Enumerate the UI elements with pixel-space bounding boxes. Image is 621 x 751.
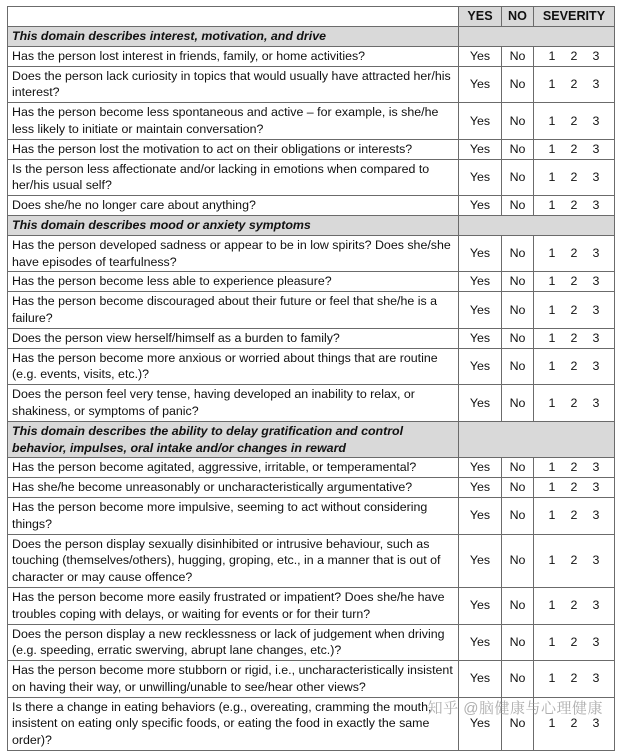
no-option[interactable]: No — [502, 292, 534, 329]
question-row — [8, 497, 615, 534]
severity-option-3[interactable]: 3 — [592, 113, 600, 128]
question-row — [8, 292, 615, 329]
severity-option-2[interactable]: 2 — [570, 113, 578, 128]
severity-option-1[interactable]: 1 — [548, 302, 556, 317]
severity-option-3[interactable]: 3 — [592, 141, 600, 156]
severity-options — [536, 459, 612, 476]
yes-option[interactable]: Yes — [459, 458, 502, 478]
severity-option-2[interactable]: 2 — [570, 553, 578, 568]
severity-cell — [534, 478, 615, 498]
severity-option-3[interactable]: 3 — [592, 274, 600, 289]
severity-option-1[interactable]: 1 — [548, 358, 556, 373]
question-row — [8, 478, 615, 498]
severity-option-3[interactable]: 3 — [592, 198, 600, 213]
severity-option-2[interactable]: 2 — [570, 671, 578, 686]
question-row — [8, 587, 615, 624]
severity-option-2[interactable]: 2 — [570, 274, 578, 289]
severity-option-2[interactable]: 2 — [570, 358, 578, 373]
severity-cell — [534, 139, 615, 159]
question-text: Has the person lost the motivation to act on their obligations or interests? — [8, 139, 459, 159]
severity-option-3[interactable]: 3 — [592, 169, 600, 184]
section-title: This domain describes the ability to delay gratification and control behavior, impulses, oral intake and/or changes in reward — [8, 421, 459, 458]
severity-cell — [534, 697, 615, 750]
severity-option-2[interactable]: 2 — [570, 246, 578, 261]
yes-option[interactable]: Yes — [459, 534, 502, 587]
yes-option[interactable]: Yes — [459, 385, 502, 422]
severity-option-1[interactable]: 1 — [548, 198, 556, 213]
severity-option-2[interactable]: 2 — [570, 169, 578, 184]
severity-option-2[interactable]: 2 — [570, 395, 578, 410]
severity-option-1[interactable]: 1 — [548, 330, 556, 345]
severity-option-3[interactable]: 3 — [592, 598, 600, 613]
yes-option[interactable]: Yes — [459, 697, 502, 750]
question-row — [8, 103, 615, 140]
severity-options — [536, 273, 612, 290]
severity-option-3[interactable]: 3 — [592, 671, 600, 686]
section-header — [8, 27, 615, 47]
question-row — [8, 697, 615, 750]
severity-cell — [534, 497, 615, 534]
severity-option-1[interactable]: 1 — [548, 460, 556, 475]
no-option[interactable]: No — [502, 159, 534, 196]
severity-cell — [534, 624, 615, 661]
severity-option-1[interactable]: 1 — [548, 169, 556, 184]
severity-option-2[interactable]: 2 — [570, 198, 578, 213]
question-text: Is the person less affectionate and/or lacking in emotions when compared to her/his usual self? — [8, 159, 459, 196]
severity-cell — [534, 103, 615, 140]
severity-options — [536, 670, 612, 687]
severity-option-3[interactable]: 3 — [592, 302, 600, 317]
no-option[interactable]: No — [502, 328, 534, 348]
question-text: Has the person lost interest in friends, family, or home activities? — [8, 46, 459, 66]
severity-option-3[interactable]: 3 — [592, 508, 600, 523]
severity-option-3[interactable]: 3 — [592, 480, 600, 495]
question-text: Has the person become more easily frustrated or impatient? Does she/he have troubles coping with delays, or waiting for events or for their turn? — [8, 587, 459, 624]
severity-cell — [534, 235, 615, 272]
yes-option[interactable]: Yes — [459, 587, 502, 624]
section-filler — [459, 27, 615, 47]
question-text: Does the person lack curiosity in topics that would usually have attracted her/his interest? — [8, 66, 459, 103]
severity-option-1[interactable]: 1 — [548, 113, 556, 128]
question-row — [8, 66, 615, 103]
severity-option-3[interactable]: 3 — [592, 76, 600, 91]
severity-options — [536, 113, 612, 130]
questionnaire-table — [7, 6, 615, 751]
severity-cell — [534, 661, 615, 698]
question-row — [8, 534, 615, 587]
section-title: This domain describes mood or anxiety symptoms — [8, 215, 459, 235]
no-option[interactable]: No — [502, 587, 534, 624]
no-option[interactable]: No — [502, 66, 534, 103]
severity-cell — [534, 196, 615, 216]
header-no: NO — [502, 7, 534, 27]
yes-option[interactable]: Yes — [459, 196, 502, 216]
severity-option-3[interactable]: 3 — [592, 358, 600, 373]
questionnaire-body — [8, 27, 615, 751]
section-filler — [459, 215, 615, 235]
section-header — [8, 421, 615, 458]
severity-options — [536, 552, 612, 569]
question-row — [8, 46, 615, 66]
yes-option[interactable]: Yes — [459, 139, 502, 159]
question-text: Has the person become less able to experience pleasure? — [8, 272, 459, 292]
no-option[interactable]: No — [502, 272, 534, 292]
question-text: Does the person display sexually disinhibited or intrusive behaviour, such as touching (themselves/others), hugging, groping, etc., in a manner that is out of character or may cause offence? — [8, 534, 459, 587]
yes-option[interactable]: Yes — [459, 66, 502, 103]
question-row — [8, 272, 615, 292]
severity-option-1[interactable]: 1 — [548, 508, 556, 523]
severity-options — [536, 479, 612, 496]
question-text: Does the person view herself/himself as a burden to family? — [8, 328, 459, 348]
yes-option[interactable]: Yes — [459, 661, 502, 698]
question-row — [8, 624, 615, 661]
question-text: Has the person become discouraged about their future or feel that she/he is a failure? — [8, 292, 459, 329]
no-option[interactable]: No — [502, 348, 534, 385]
severity-cell — [534, 534, 615, 587]
severity-options — [536, 302, 612, 319]
yes-option[interactable]: Yes — [459, 103, 502, 140]
section-filler — [459, 421, 615, 458]
severity-options — [536, 597, 612, 614]
yes-option[interactable]: Yes — [459, 46, 502, 66]
question-row — [8, 661, 615, 698]
severity-option-3[interactable]: 3 — [592, 48, 600, 63]
severity-cell — [534, 46, 615, 66]
severity-option-3[interactable]: 3 — [592, 716, 600, 731]
severity-cell — [534, 587, 615, 624]
severity-option-2[interactable]: 2 — [570, 330, 578, 345]
question-text: Has she/he become unreasonably or uncharacteristically argumentative? — [8, 478, 459, 498]
severity-option-1[interactable]: 1 — [548, 76, 556, 91]
question-text: Has the person become more stubborn or rigid, i.e., uncharacteristically insistent on having their way, or unwilling/unable to see/hear other views? — [8, 661, 459, 698]
watermark: 知乎 @脑健康与心理健康 — [427, 700, 603, 717]
header-row — [8, 7, 615, 27]
severity-option-2[interactable]: 2 — [570, 508, 578, 523]
severity-option-3[interactable]: 3 — [592, 553, 600, 568]
severity-options — [536, 634, 612, 651]
yes-option[interactable]: Yes — [459, 348, 502, 385]
question-row — [8, 328, 615, 348]
severity-options — [536, 169, 612, 186]
question-text: Has the person become more anxious or worried about things that are routine (e.g. events, visits, etc.)? — [8, 348, 459, 385]
severity-cell — [534, 159, 615, 196]
no-option[interactable]: No — [502, 103, 534, 140]
no-option[interactable]: No — [502, 697, 534, 750]
severity-option-2[interactable]: 2 — [570, 76, 578, 91]
header-question — [8, 7, 459, 27]
section-header — [8, 215, 615, 235]
severity-option-3[interactable]: 3 — [592, 634, 600, 649]
severity-options — [536, 141, 612, 158]
question-row — [8, 385, 615, 422]
question-text: Has the person become less spontaneous and active – for example, is she/he less likely to initiate or maintain conversation? — [8, 103, 459, 140]
no-option[interactable]: No — [502, 497, 534, 534]
question-row — [8, 159, 615, 196]
no-option[interactable]: No — [502, 46, 534, 66]
question-row — [8, 235, 615, 272]
severity-option-1[interactable]: 1 — [548, 553, 556, 568]
severity-option-2[interactable]: 2 — [570, 634, 578, 649]
no-option[interactable]: No — [502, 235, 534, 272]
question-text: Has the person become agitated, aggressive, irritable, or temperamental? — [8, 458, 459, 478]
severity-cell — [534, 272, 615, 292]
yes-option[interactable]: Yes — [459, 328, 502, 348]
yes-option[interactable]: Yes — [459, 497, 502, 534]
severity-options — [536, 395, 612, 412]
severity-option-1[interactable]: 1 — [548, 395, 556, 410]
yes-option[interactable]: Yes — [459, 159, 502, 196]
header-yes: YES — [459, 7, 502, 27]
question-text: Does the person feel very tense, having developed an inability to relax, or shakiness, or symptoms of panic? — [8, 385, 459, 422]
yes-option[interactable]: Yes — [459, 624, 502, 661]
severity-options — [536, 715, 612, 732]
question-text: Does she/he no longer care about anything? — [8, 196, 459, 216]
severity-option-2[interactable]: 2 — [570, 48, 578, 63]
severity-options — [536, 197, 612, 214]
no-option[interactable]: No — [502, 534, 534, 587]
question-row — [8, 196, 615, 216]
severity-options — [536, 358, 612, 375]
no-option[interactable]: No — [502, 385, 534, 422]
question-row — [8, 458, 615, 478]
severity-option-3[interactable]: 3 — [592, 460, 600, 475]
severity-cell — [534, 66, 615, 103]
section-title: This domain describes interest, motivation, and drive — [8, 27, 459, 47]
severity-option-2[interactable]: 2 — [570, 460, 578, 475]
question-row — [8, 139, 615, 159]
severity-option-2[interactable]: 2 — [570, 480, 578, 495]
severity-cell — [534, 292, 615, 329]
no-option[interactable]: No — [502, 458, 534, 478]
severity-option-2[interactable]: 2 — [570, 141, 578, 156]
severity-options — [536, 76, 612, 93]
severity-option-2[interactable]: 2 — [570, 302, 578, 317]
severity-option-1[interactable]: 1 — [548, 48, 556, 63]
severity-option-1[interactable]: 1 — [548, 480, 556, 495]
severity-options — [536, 507, 612, 524]
no-option[interactable]: No — [502, 478, 534, 498]
severity-option-1[interactable]: 1 — [548, 141, 556, 156]
severity-options — [536, 245, 612, 262]
no-option[interactable]: No — [502, 139, 534, 159]
yes-option[interactable]: Yes — [459, 272, 502, 292]
severity-option-2[interactable]: 2 — [570, 598, 578, 613]
no-option[interactable]: No — [502, 661, 534, 698]
severity-cell — [534, 458, 615, 478]
question-text: Is there a change in eating behaviors (e.g., overeating, cramming the mouth, insistent on eating only specific foods, or eating the food in exactly the same order)? — [8, 697, 459, 750]
severity-option-1[interactable]: 1 — [548, 246, 556, 261]
question-row — [8, 348, 615, 385]
severity-option-1[interactable]: 1 — [548, 671, 556, 686]
severity-option-3[interactable]: 3 — [592, 395, 600, 410]
severity-option-1[interactable]: 1 — [548, 598, 556, 613]
header-severity: SEVERITY — [534, 7, 615, 27]
questionnaire-sheet — [7, 6, 614, 751]
severity-options — [536, 48, 612, 65]
severity-cell — [534, 328, 615, 348]
question-text: Has the person developed sadness or appear to be in low spirits? Does she/she have episodes of tearfulness? — [8, 235, 459, 272]
no-option[interactable]: No — [502, 196, 534, 216]
severity-option-1[interactable]: 1 — [548, 716, 556, 731]
severity-options — [536, 330, 612, 347]
severity-option-3[interactable]: 3 — [592, 330, 600, 345]
yes-option[interactable]: Yes — [459, 292, 502, 329]
question-text: Does the person display a new recklessness or lack of judgement when driving (e.g. speeding, erratic swerving, abrupt lane changes, etc.)? — [8, 624, 459, 661]
severity-cell — [534, 385, 615, 422]
severity-option-2[interactable]: 2 — [570, 716, 578, 731]
yes-option[interactable]: Yes — [459, 235, 502, 272]
severity-cell — [534, 348, 615, 385]
severity-option-3[interactable]: 3 — [592, 246, 600, 261]
severity-option-1[interactable]: 1 — [548, 274, 556, 289]
question-text: Has the person become more impulsive, seeming to act without considering things? — [8, 497, 459, 534]
severity-option-1[interactable]: 1 — [548, 634, 556, 649]
no-option[interactable]: No — [502, 624, 534, 661]
yes-option[interactable]: Yes — [459, 478, 502, 498]
